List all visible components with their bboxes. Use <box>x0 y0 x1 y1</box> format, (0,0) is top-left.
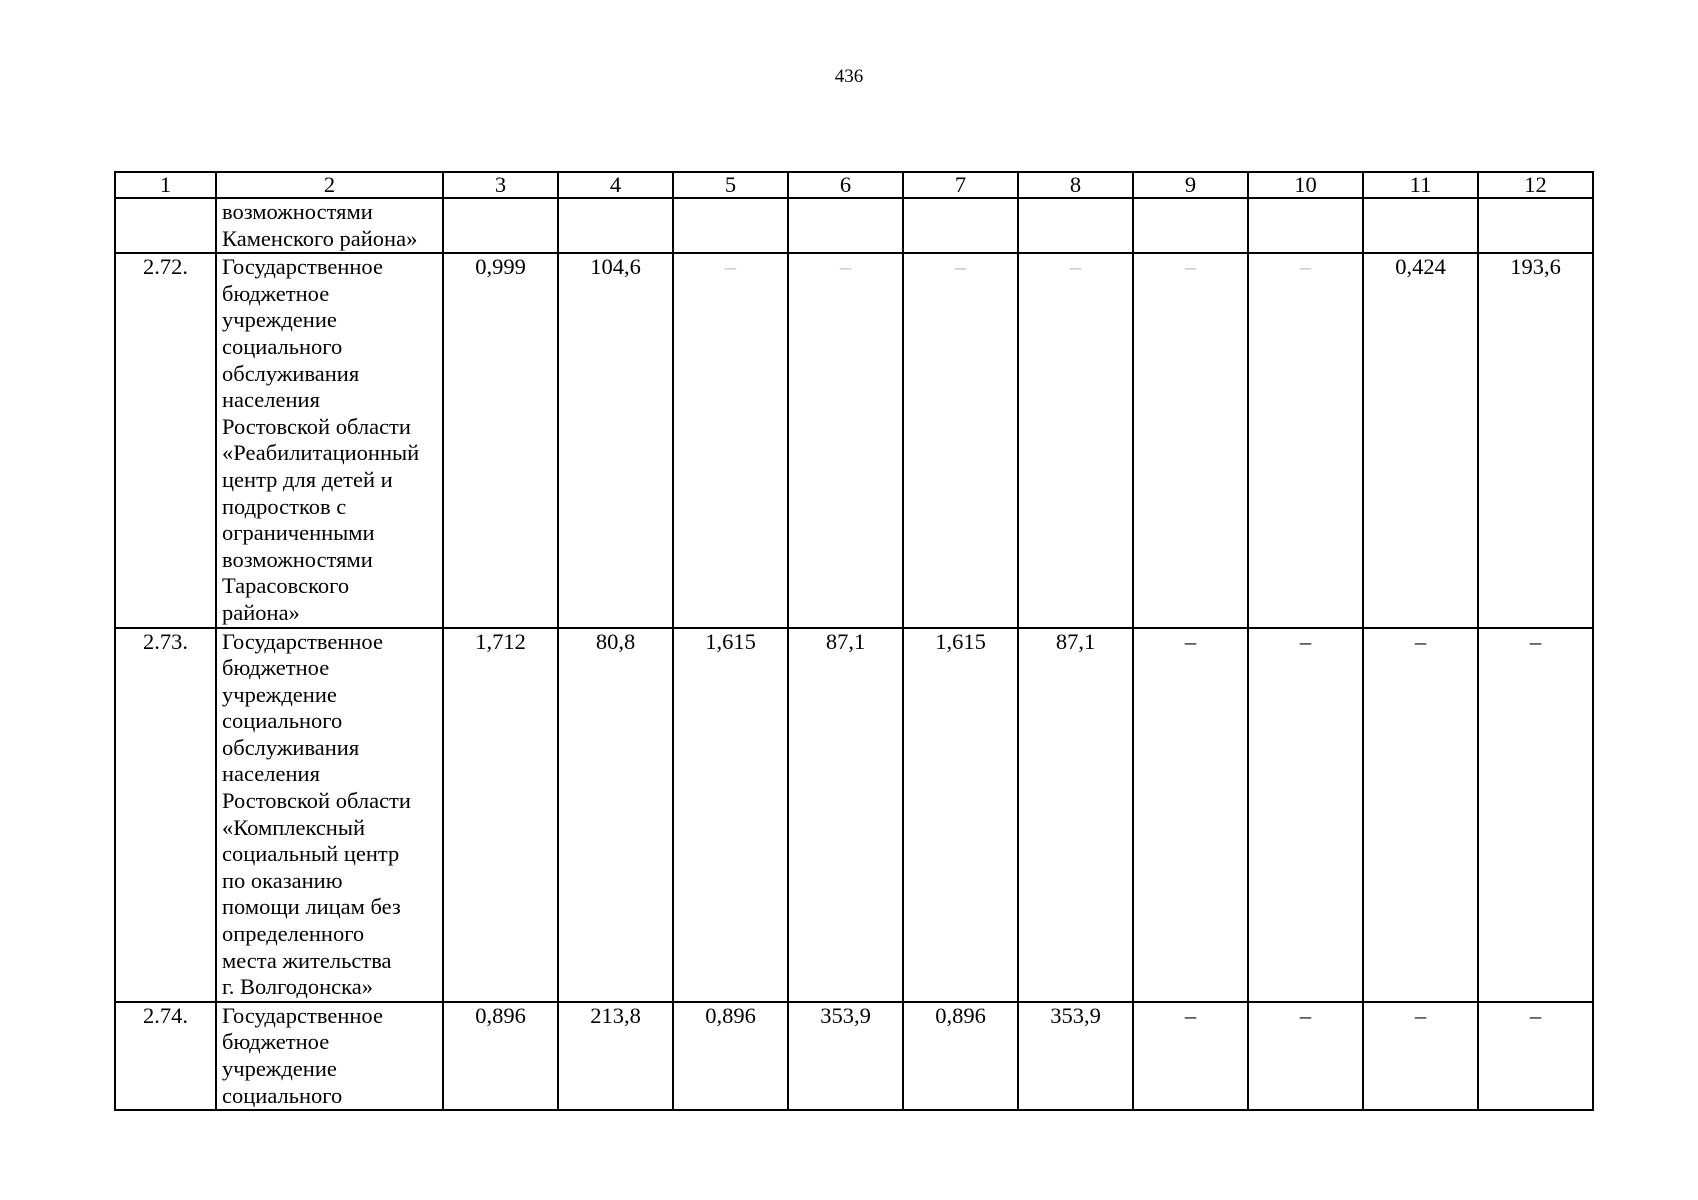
name-line: бюджетное <box>222 1029 330 1055</box>
value-cell <box>673 198 788 253</box>
name-line: населения <box>222 387 320 413</box>
name-line: центр для детей и <box>222 466 393 492</box>
value-cell: – <box>1018 253 1133 627</box>
name-line: района» <box>222 599 300 625</box>
value-cell: 353,9 <box>788 1002 903 1110</box>
name-line: Каменского района» <box>222 225 418 251</box>
value-cell: 0,896 <box>903 1002 1018 1110</box>
column-header: 12 <box>1478 172 1593 198</box>
name-line: «Комплексный <box>222 814 366 840</box>
value-cell: – <box>1363 628 1478 1002</box>
value-cell: 80,8 <box>558 628 673 1002</box>
value-cell <box>1478 198 1593 253</box>
name-line: подростков с <box>222 493 347 519</box>
value-cell: – <box>1478 1002 1593 1110</box>
name-line: социального <box>222 708 343 734</box>
value-cell <box>903 198 1018 253</box>
value-cell: – <box>1133 1002 1248 1110</box>
name-line: Государственное <box>222 1002 383 1028</box>
name-line: социального <box>222 1082 343 1108</box>
value-cell: – <box>1133 628 1248 1002</box>
row-number <box>115 198 216 253</box>
value-cell: – <box>673 253 788 627</box>
data-table <box>114 171 1594 1111</box>
name-line: по оказанию <box>222 867 343 893</box>
value-cell: 0,424 <box>1363 253 1478 627</box>
value-cell <box>558 198 673 253</box>
column-header: 7 <box>903 172 1018 198</box>
row-number: 2.72. <box>115 253 216 627</box>
name-line: помощи лицам без <box>222 894 401 920</box>
name-line: возможностями <box>222 546 373 572</box>
column-header: 4 <box>558 172 673 198</box>
value-cell <box>1018 198 1133 253</box>
name-line: Государственное <box>222 628 383 654</box>
name-line: г. Волгодонска» <box>222 974 373 1000</box>
value-cell <box>1363 198 1478 253</box>
value-cell: 353,9 <box>1018 1002 1133 1110</box>
column-header: 3 <box>443 172 558 198</box>
name-line: возможностями <box>222 199 373 224</box>
name-line: Ростовской области <box>222 413 411 439</box>
table-row <box>115 1002 1593 1110</box>
value-cell: – <box>1478 628 1593 1002</box>
value-cell: – <box>1133 253 1248 627</box>
name-line: социальный центр <box>222 841 400 867</box>
name-line: учреждение <box>222 681 337 707</box>
row-number: 2.73. <box>115 628 216 1002</box>
table-row <box>115 253 1593 627</box>
value-cell: – <box>1248 628 1363 1002</box>
column-header: 1 <box>115 172 216 198</box>
name-line: населения <box>222 761 320 787</box>
name-line: бюджетное <box>222 280 330 306</box>
name-line: Ростовской области <box>222 788 411 814</box>
value-cell: 0,896 <box>673 1002 788 1110</box>
value-cell: – <box>1248 253 1363 627</box>
column-header: 8 <box>1018 172 1133 198</box>
value-cell: 213,8 <box>558 1002 673 1110</box>
name-line: Тарасовского <box>222 573 350 599</box>
name-line: ограниченными <box>222 520 375 546</box>
name-line: «Реабилитационный <box>222 440 420 466</box>
value-cell: 1,615 <box>673 628 788 1002</box>
name-line: учреждение <box>222 1056 337 1081</box>
page-number: 436 <box>834 66 864 87</box>
value-cell <box>1133 198 1248 253</box>
institution-name <box>216 1002 443 1110</box>
value-cell: 193,6 <box>1478 253 1593 627</box>
table-row <box>115 198 1593 253</box>
institution-name <box>216 253 443 627</box>
name-line: обслуживания <box>222 360 360 386</box>
row-number: 2.74. <box>115 1002 216 1110</box>
name-line: бюджетное <box>222 655 330 681</box>
value-cell: – <box>903 253 1018 627</box>
value-cell <box>788 198 903 253</box>
table-header-row <box>115 172 1593 198</box>
value-cell: 87,1 <box>1018 628 1133 1002</box>
value-cell <box>1248 198 1363 253</box>
institution-name <box>216 628 443 1002</box>
name-line: места жительства <box>222 947 392 973</box>
column-header: 5 <box>673 172 788 198</box>
name-line: Государственное <box>222 254 383 280</box>
name-line: учреждение <box>222 307 337 333</box>
column-header: 9 <box>1133 172 1248 198</box>
name-line: определенного <box>222 921 365 947</box>
value-cell: 87,1 <box>788 628 903 1002</box>
value-cell: 104,6 <box>558 253 673 627</box>
value-cell <box>443 198 558 253</box>
name-line: социального <box>222 333 343 359</box>
name-line: обслуживания <box>222 734 360 760</box>
value-cell: – <box>1248 1002 1363 1110</box>
column-header: 11 <box>1363 172 1478 198</box>
value-cell: 1,712 <box>443 628 558 1002</box>
value-cell: – <box>1363 1002 1478 1110</box>
column-header: 10 <box>1248 172 1363 198</box>
column-header: 2 <box>216 172 443 198</box>
column-header: 6 <box>788 172 903 198</box>
value-cell: 0,999 <box>443 253 558 627</box>
value-cell: – <box>788 253 903 627</box>
value-cell: 1,615 <box>903 628 1018 1002</box>
value-cell: 0,896 <box>443 1002 558 1110</box>
table-row <box>115 628 1593 1002</box>
institution-name <box>216 198 443 253</box>
